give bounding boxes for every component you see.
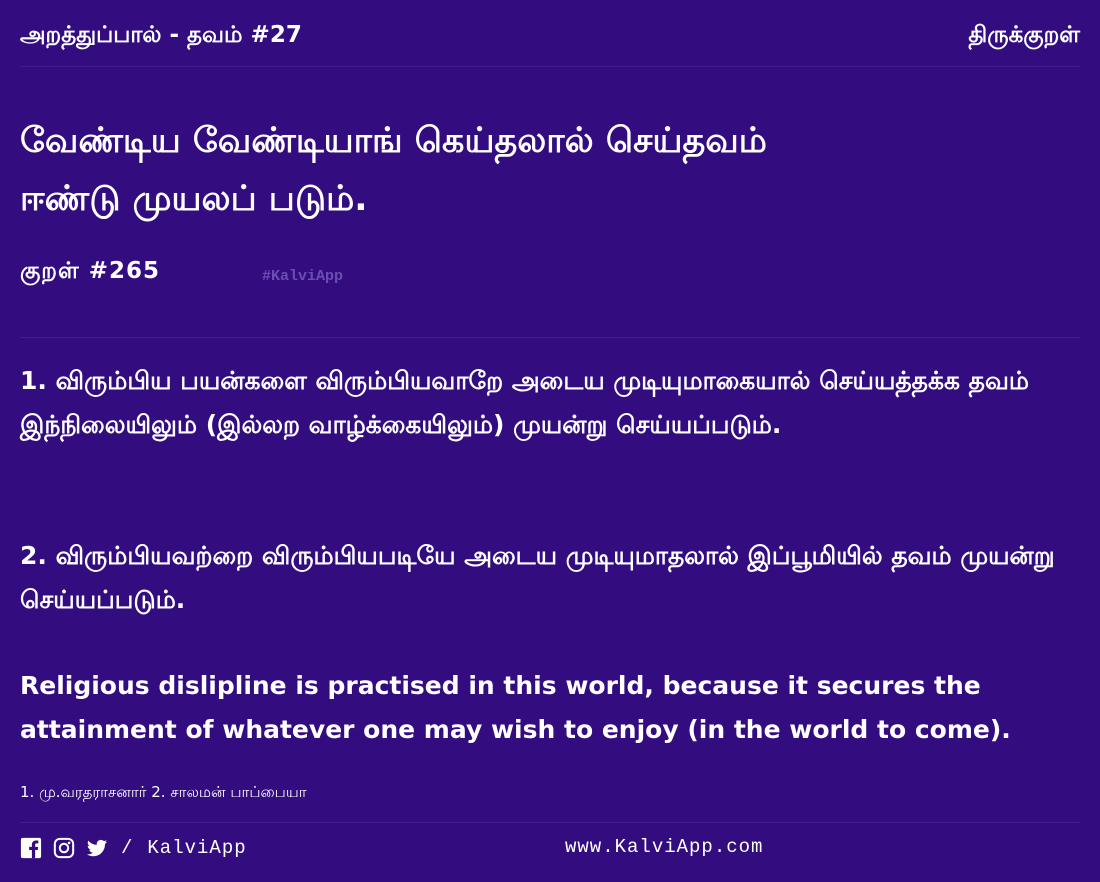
header-divider bbox=[20, 66, 1080, 67]
verse-divider bbox=[20, 337, 1080, 338]
header bbox=[20, 22, 1080, 62]
meaning-2: 2. விரும்பியவற்றை விரும்பியபடியே அடைய முடியுமாதலால் இப்பூமியில் தவம் முயன்று செய்யப்படும். bbox=[20, 541, 1055, 614]
twitter-icon[interactable] bbox=[86, 837, 108, 859]
verse-line-2: ஈண்டு முயலப் படும். bbox=[20, 179, 368, 219]
verse-line-1: வேண்டிய வேண்டியாங் கெய்தலால் செய்தவம் bbox=[20, 121, 767, 161]
watermark: #KalviApp bbox=[262, 268, 344, 285]
meaning-1: 1. விரும்பிய பயன்களை விரும்பியவாறே அடைய முடியுமாகையால் செய்யத்தக்க தவம் இந்நிலையிலும் (இல்லற வாழ்க்கையிலும்) முயன்று செய்யப்படும். bbox=[20, 366, 1029, 439]
website-link[interactable]: www.KalviApp.com bbox=[565, 836, 764, 858]
credits: 1. மு.வரதராசனார் 2. சாலமன் பாப்பையா bbox=[20, 783, 307, 801]
social-bar bbox=[20, 836, 247, 860]
kural-verse bbox=[20, 112, 1080, 228]
kural-number: குறள் #265 bbox=[20, 258, 161, 284]
separator: / bbox=[121, 837, 134, 859]
section-title: அறத்துப்பால் - தவம் #27 bbox=[20, 22, 302, 48]
instagram-icon[interactable] bbox=[53, 837, 75, 859]
book-title: திருக்குறள் bbox=[968, 22, 1080, 48]
facebook-icon[interactable] bbox=[20, 837, 42, 859]
english-translation: Religious dislipline is practised in this world, because it secures the attainment of whatever one may wish to enjoy (in the world to come). bbox=[20, 671, 1011, 744]
social-handle: KalviApp bbox=[147, 837, 247, 859]
footer-divider bbox=[20, 822, 1080, 823]
